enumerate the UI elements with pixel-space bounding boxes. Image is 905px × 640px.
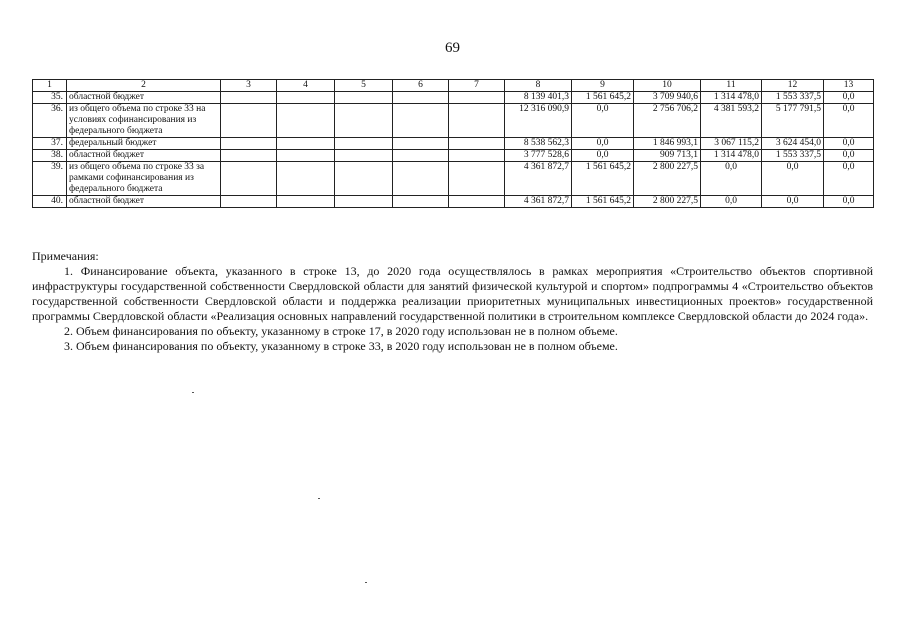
value-cell: 1 561 645,2 (572, 196, 634, 208)
row-description: из общего объема по строке 33 за рамками софинансирования из федерального бюджета (67, 162, 221, 196)
table-row (33, 104, 874, 138)
column-header: 9 (572, 80, 634, 92)
column-header: 2 (67, 80, 221, 92)
note-item: 3. Объем финансирования по объекту, указанному в строке 33, в 2020 году использован не в полном объеме. (64, 339, 618, 353)
value-cell: 0,0 (824, 196, 874, 208)
empty-cell (221, 162, 277, 196)
value-cell: 0,0 (824, 92, 874, 104)
column-header: 10 (634, 80, 701, 92)
empty-cell (393, 104, 449, 138)
column-header: 3 (221, 80, 277, 92)
value-cell: 8 139 401,3 (505, 92, 572, 104)
column-header: 4 (277, 80, 335, 92)
empty-cell (449, 138, 505, 150)
empty-cell (277, 150, 335, 162)
empty-cell (277, 138, 335, 150)
value-cell: 2 800 227,5 (634, 196, 701, 208)
empty-cell (393, 150, 449, 162)
value-cell: 5 177 791,5 (762, 104, 824, 138)
row-number: 36. (33, 104, 67, 138)
column-header: 12 (762, 80, 824, 92)
value-cell: 0,0 (572, 150, 634, 162)
row-number: 35. (33, 92, 67, 104)
empty-cell (393, 92, 449, 104)
row-number: 38. (33, 150, 67, 162)
empty-cell (449, 196, 505, 208)
value-cell: 1 561 645,2 (572, 162, 634, 196)
column-header: 5 (335, 80, 393, 92)
value-cell: 1 314 478,0 (701, 150, 762, 162)
table-row (33, 92, 874, 104)
value-cell: 3 709 940,6 (634, 92, 701, 104)
value-cell: 1 561 645,2 (572, 92, 634, 104)
value-cell: 0,0 (701, 162, 762, 196)
empty-cell (449, 92, 505, 104)
column-header: 6 (393, 80, 449, 92)
row-description: областной бюджет (67, 150, 221, 162)
value-cell: 1 553 337,5 (762, 150, 824, 162)
empty-cell (221, 104, 277, 138)
empty-cell (277, 162, 335, 196)
empty-cell (335, 138, 393, 150)
empty-cell (221, 150, 277, 162)
empty-cell (335, 150, 393, 162)
empty-cell (221, 92, 277, 104)
row-description: областной бюджет (67, 92, 221, 104)
value-cell: 0,0 (762, 162, 824, 196)
value-cell: 4 361 872,7 (505, 196, 572, 208)
table-row (33, 138, 874, 150)
value-cell: 4 381 593,2 (701, 104, 762, 138)
value-cell: 1 553 337,5 (762, 92, 824, 104)
value-cell: 3 624 454,0 (762, 138, 824, 150)
value-cell: 0,0 (824, 162, 874, 196)
scan-speck (365, 582, 367, 583)
page-number: 69 (445, 40, 460, 56)
empty-cell (393, 196, 449, 208)
value-cell: 1 846 993,1 (634, 138, 701, 150)
table-row (33, 150, 874, 162)
empty-cell (277, 104, 335, 138)
row-number: 40. (33, 196, 67, 208)
column-header: 11 (701, 80, 762, 92)
scan-speck (192, 392, 194, 393)
header-row (33, 80, 874, 92)
row-description: областной бюджет (67, 196, 221, 208)
value-cell: 3 777 528,6 (505, 150, 572, 162)
note-item: 1. Финансирование объекта, указанного в строке 13, до 2020 года осуществлялось в рамках мероприятия «Строительство объектов спортивной инфраструктуры государственной собственности Свердловской области для занятий физической культурой и спортом» подпрограммы 4 «Строительство объектов государственной собственности Свердловской области и поддержка реализации приоритетных муниципальных инвестиционных проектов» государственной программы Свердловской области «Реализация основных направлений государственной политики в строительном комплексе Свердловской области до 2024 года». (32, 264, 873, 323)
empty-cell (277, 196, 335, 208)
value-cell: 12 316 090,9 (505, 104, 572, 138)
column-header: 1 (33, 80, 67, 92)
note-item: 2. Объем финансирования по объекту, указанному в строке 17, в 2020 году использован не в полном объеме. (64, 324, 618, 338)
column-header: 8 (505, 80, 572, 92)
empty-cell (449, 104, 505, 138)
column-header: 13 (824, 80, 874, 92)
empty-cell (449, 150, 505, 162)
value-cell: 0,0 (824, 138, 874, 150)
value-cell: 0,0 (824, 150, 874, 162)
notes-section (32, 249, 873, 354)
value-cell: 909 713,1 (634, 150, 701, 162)
financing-table (32, 79, 874, 208)
value-cell: 0,0 (572, 138, 634, 150)
empty-cell (449, 162, 505, 196)
table-row (33, 162, 874, 196)
scan-speck (318, 498, 320, 499)
value-cell: 0,0 (824, 104, 874, 138)
empty-cell (277, 92, 335, 104)
empty-cell (393, 138, 449, 150)
value-cell: 8 538 562,3 (505, 138, 572, 150)
value-cell: 2 756 706,2 (634, 104, 701, 138)
empty-cell (335, 104, 393, 138)
empty-cell (221, 196, 277, 208)
row-description: федеральный бюджет (67, 138, 221, 150)
value-cell: 0,0 (572, 104, 634, 138)
value-cell: 0,0 (762, 196, 824, 208)
table-row (33, 196, 874, 208)
value-cell: 2 800 227,5 (634, 162, 701, 196)
value-cell: 0,0 (701, 196, 762, 208)
row-number: 39. (33, 162, 67, 196)
empty-cell (221, 138, 277, 150)
empty-cell (335, 162, 393, 196)
row-description: из общего объема по строке 33 на условиях софинансирования из федерального бюджета (67, 104, 221, 138)
value-cell: 4 361 872,7 (505, 162, 572, 196)
value-cell: 1 314 478,0 (701, 92, 762, 104)
value-cell: 3 067 115,2 (701, 138, 762, 150)
notes-title: Примечания: (32, 249, 99, 263)
empty-cell (335, 196, 393, 208)
column-header: 7 (449, 80, 505, 92)
row-number: 37. (33, 138, 67, 150)
empty-cell (335, 92, 393, 104)
empty-cell (393, 162, 449, 196)
